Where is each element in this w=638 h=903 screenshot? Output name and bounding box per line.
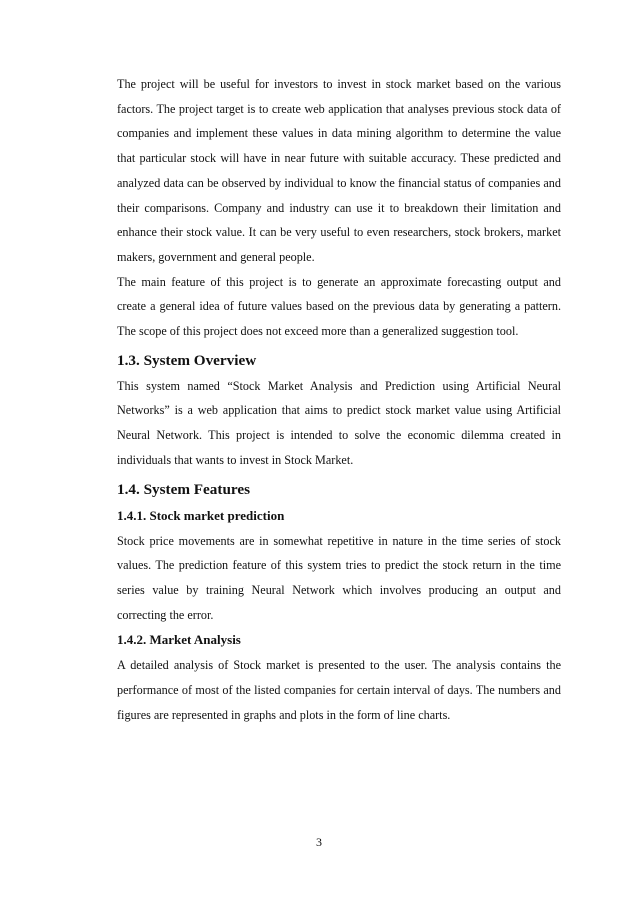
system-overview-paragraph: This system named “Stock Market Analysis and Prediction using Artificial Neural Networks” is a web application that aims to predict stock market value using Artificial Neural Network. This project is intended to solve the economic dilemma created in individuals that wants to invest in Stock Market. — [117, 378, 561, 467]
intro-paragraph-2: The main feature of this project is to generate an approximate forecasting output and create a general idea of future values based on the previous data by generating a pattern. The scope of this project does not exceed more than a generalized suggestion tool. — [117, 274, 561, 339]
subsection-heading-stock-market-prediction: 1.4.1. Stock market prediction — [117, 507, 285, 523]
market-analysis-paragraph: A detailed analysis of Stock market is presented to the user. The analysis contains the performance of most of the listed companies for certain interval of days. The numbers and figures are represented in graphs and plots in the form of line charts. — [117, 658, 561, 722]
stock-market-prediction-paragraph: Stock price movements are in somewhat repetitive in nature in the time series of stock values. The prediction feature of this system tries to predict the stock return in the time series value by training Neural Network which involves producing an output and correcting the error. — [117, 533, 561, 622]
intro-paragraph-1: The project will be useful for investors to invest in stock market based on the various factors. The project target is to create web application that analyses previous stock data of companies and implement these values in data mining algorithm to determine the value that particular stock will have in near future with suitable accuracy. These predicted and analyzed data can be observed by individual to know the financial status of companies and their comparisons. Company and industry can use it to breakdown their limitation and enhance their stock value. It can be very useful to even researchers, stock brokers, market makers, government and general people. — [117, 77, 561, 264]
subsection-heading-market-analysis: 1.4.2. Market Analysis — [117, 632, 241, 648]
page-content — [117, 72, 561, 727]
section-heading-system-overview: 1.3. System Overview — [117, 351, 257, 369]
section-heading-system-features: 1.4. System Features — [117, 480, 251, 498]
page-number: 3 — [316, 835, 322, 849]
